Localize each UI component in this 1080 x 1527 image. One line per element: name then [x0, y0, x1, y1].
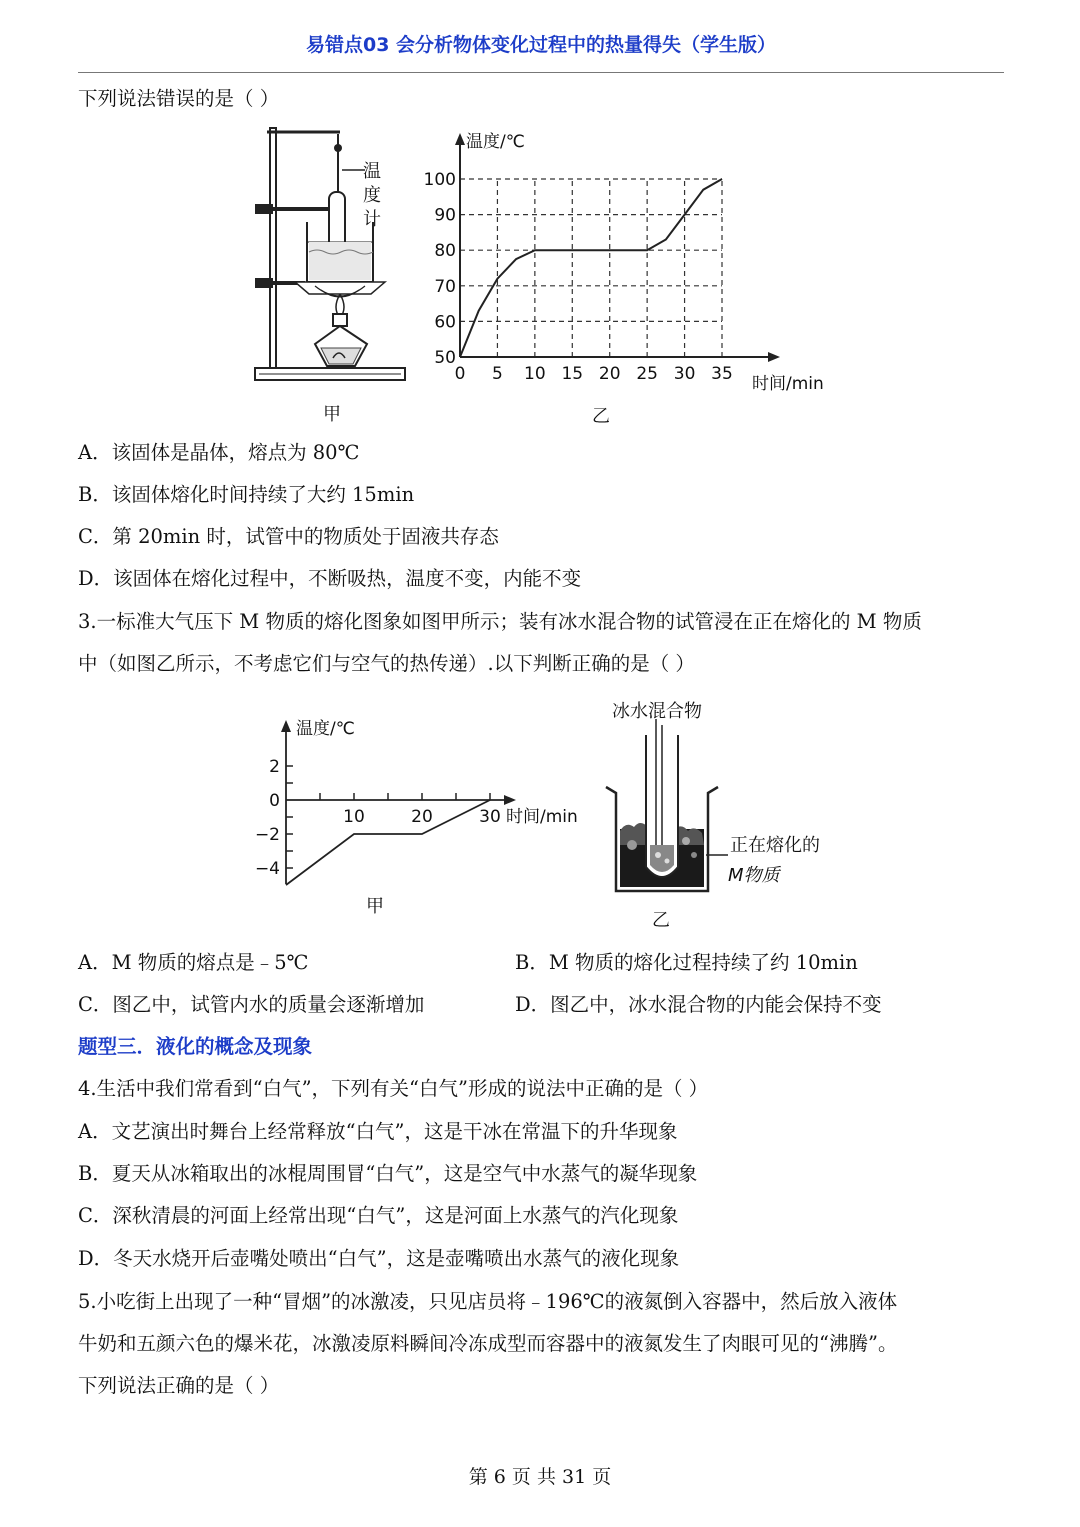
q4-option-d: D．冬天水烧开后壶嘴处喷出“白气”，这是壶嘴喷出水蒸气的液化现象	[78, 1247, 680, 1270]
q2-chart-ylabel: 温度/℃	[466, 132, 525, 152]
q3-chart-ytick: 0	[269, 791, 280, 811]
thermometer-label: 温 度 计	[363, 161, 381, 230]
q2-chart-ytick: 100	[423, 170, 456, 190]
q2-option-a: A．该固体是晶体，熔点为 80℃	[78, 441, 360, 464]
q4-option-b: B．夏天从冰箱取出的冰棍周围冒“白气”，这是空气中水蒸气的凝华现象	[78, 1162, 698, 1185]
melting-m-substance-label-1: 正在熔化的	[730, 835, 820, 856]
q2-chart-series-line	[460, 179, 722, 357]
q2-chart-xlabel: 时间/min	[752, 374, 824, 394]
q2-chart-ytick: 80	[434, 241, 456, 262]
q5-stem-line-1: 5.小吃街上出现了一种“冒烟”的冰激凌，只见店员将﹣196℃的液氮倒入容器中，然后放入液体	[78, 1290, 898, 1313]
q3-chart-ytick: −2	[254, 825, 280, 845]
q3-chart-xlabel: 时间/min	[506, 807, 578, 827]
header-divider	[78, 72, 1004, 73]
q3-chart-ytick: 2	[269, 757, 280, 777]
q3-chart-ytick: −4	[254, 859, 280, 879]
q3-stem-line-1: 3.一标准大气压下 M 物质的熔化图象如图甲所示；装有冰水混合物的试管浸在正在熔化的 M 物质	[78, 610, 922, 633]
q4-stem: 4.生活中我们常看到“白气”，下列有关“白气”形成的说法中正确的是（ ）	[78, 1077, 709, 1100]
q3-chart-series-line	[286, 800, 490, 885]
q4-option-a: A．文艺演出时舞台上经常释放“白气”，这是干冰在常温下的升华现象	[78, 1120, 678, 1143]
page-footer: 第 6 页 共 31 页	[468, 1466, 612, 1488]
q2-stem-tail: 下列说法错误的是（ ）	[78, 87, 280, 110]
q2-chart-xtick: 30	[673, 364, 696, 384]
q4-option-c: C．深秋清晨的河面上经常出现“白气”，这是河面上水蒸气的汽化现象	[78, 1204, 679, 1227]
q5-stem-line-3: 下列说法正确的是（ ）	[78, 1374, 280, 1397]
q2-chart-xtick: 20	[598, 364, 621, 384]
q2-chart-xtick: 10	[524, 364, 546, 384]
q3-option-b: B．M 物质的熔化过程持续了约 10min	[515, 951, 858, 974]
q3-chart-xtick: 30	[479, 807, 501, 827]
q2-option-d: D．该固体在熔化过程中，不断吸热，温度不变，内能不变	[78, 567, 582, 590]
q2-apparatus-figure	[245, 122, 415, 387]
page-header-title: 易错点03 会分析物体变化过程中的热量得失（学生版）	[305, 34, 777, 56]
q2-chart-ytick: 90	[434, 205, 456, 226]
q3-fig-jia-label: 甲	[366, 896, 384, 917]
q2-chart-xtick: 5	[492, 364, 503, 384]
q3-option-c: C．图乙中，试管内水的质量会逐渐增加	[78, 993, 425, 1016]
q2-chart-ytick: 60	[434, 312, 456, 333]
q3-melting-chart	[250, 712, 590, 897]
q2-chart-xtick: 0	[454, 364, 466, 384]
q3-chart-xtick: 20	[411, 807, 433, 827]
q2-fig-jia-label: 甲	[323, 404, 341, 425]
q3-option-a: A．M 物质的熔点是﹣5℃	[78, 951, 309, 974]
q2-option-b: B．该固体熔化时间持续了大约 15min	[78, 483, 415, 506]
ice-water-mixture-label: 冰水混合物	[612, 701, 702, 722]
melting-m-substance-label-2: M物质	[728, 865, 780, 886]
q5-stem-line-2: 牛奶和五颜六色的爆米花，冰激凌原料瞬间冷冻成型而容器中的液氮发生了肉眼可见的“沸腾”。	[78, 1332, 898, 1355]
q3-beaker-figure	[598, 695, 838, 905]
q2-chart-xtick: 15	[561, 364, 584, 384]
q3-option-d: D．图乙中，冰水混合物的内能会保持不变	[515, 993, 882, 1016]
section-title: 题型三．液化的概念及现象	[78, 1035, 313, 1058]
q3-chart-xtick: 10	[343, 807, 365, 827]
q2-temperature-chart	[420, 125, 850, 395]
q2-option-c: C．第 20min 时，试管中的物质处于固液共存态	[78, 525, 499, 548]
q2-chart-ytick: 70	[434, 276, 456, 297]
q2-chart-xtick: 25	[636, 364, 658, 384]
q2-fig-yi-label: 乙	[592, 406, 610, 427]
q3-chart-ylabel: 温度/℃	[296, 719, 355, 739]
q3-fig-yi-label: 乙	[652, 910, 670, 931]
q2-chart-xtick: 35	[711, 364, 733, 384]
q3-stem-line-2: 中（如图乙所示，不考虑它们与空气的热传递）.以下判断正确的是（ ）	[78, 652, 695, 675]
q2-chart-ytick: 50	[434, 348, 456, 368]
